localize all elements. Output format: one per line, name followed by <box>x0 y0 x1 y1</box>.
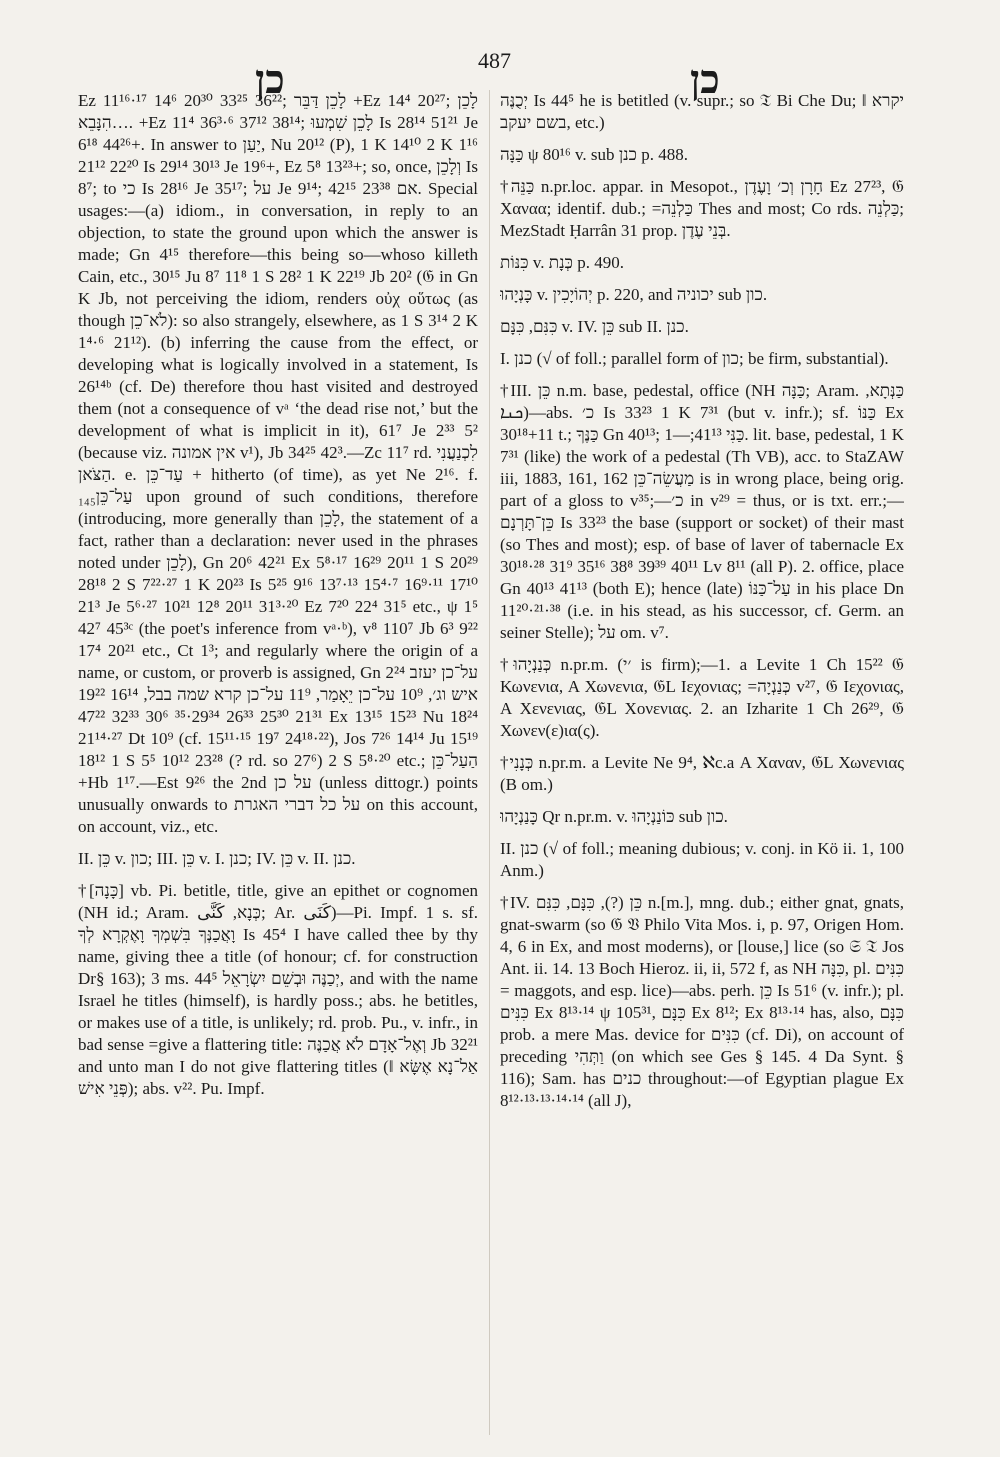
entry-paragraph: כַּנָּה ψ 80¹⁶ v. sub כנן p. 488. <box>500 145 688 164</box>
entry-paragraph: כִּנִּם, כִּנָּם v. IV. כֵּן sub II. כנן. <box>500 317 689 336</box>
entry-paragraph: †כְּנַנְיָהוּ n.pr.m. (׳י is firm);—1. a Levite 1 Ch 15²² 𝔊 Κωνενια, Α Χωνενια, 𝔊L Ιεχονιας; =כְּנַנְיָה v²⁷, 𝔊 Ιεχονιας, Α Χενενιας, 𝔊L Χονενιας. 2. an Izharite 1 Ch 26²⁹, 𝔊 Χωνεν(ε)ια(ς). <box>500 655 904 740</box>
entry-paragraph: II. כֵּן v. כון; III. כֵּן v. I. כנן; IV. כֵּן v. II. כנן. <box>78 849 356 868</box>
running-head-right: כן <box>690 57 720 102</box>
page-number: 487 <box>478 48 511 73</box>
entry-paragraph: †III. כֵּן n.m. base, pedestal, office (NH כַּנָּה; Aram. כַּנְּתָא, ܟܢܐ)—abs. כ׳ Is 33²³ 1 K 7³¹ (but v. infr.); sf. כַּנּוֹ Ex 30¹⁸+11 t.; כַּנֶּךָ Gn 40¹³; כַּנִּי 41¹³;—1. lit. base, pedestal, 1 K 7³¹ (like) the work of a pedestal (Th VB), acc. to StaZAW iii, 1883, 161, 162 מַעֲשֵׂה־כֵּן is in wrong place, being orig. part of a gloss to v³⁵;—כ׳ in v²⁹ = thus, or is txt. err.;—כֵּן־תָּרְנָם Is 33²³ the base (support or socket) of their mast (so Thes and most); esp. of base of laver of tabernacle Ex 30¹⁸·²⁸ 31⁹ 35¹⁶ 38⁸ 39³⁹ 40¹¹ Lv 8¹¹ (all P). 2. office, place Gn 40¹³ 41¹³ (both E); hence (late) עַל־כַּנּוֹ in his place Dn 11²⁰·²¹·³⁸ (i.e. in his stead, as his successor, cf. Germ. an seiner Stelle); על om. v⁷. <box>500 381 904 642</box>
entry-paragraph: †כַּנֵּה n.pr.loc. appar. in Mesopot., חָרָן וְכ׳ וָעֶדֶן Ez 27²³, 𝔊 Χαναα; identif. dub.; =כַּלְנֵה Thes and most; Co rds. כַּלְנֵה; MezStadt Ḥarrân 31 prop. בְּנֵי עֶדֶן. <box>500 177 904 240</box>
right-column <box>500 90 904 1435</box>
left-column <box>78 90 478 1435</box>
column-divider <box>489 90 490 1435</box>
entry-paragraph: כָּנַנְיָהוּ Qr n.pr.m. v. כּוֹנַנְיָהוּ sub כון. <box>500 807 728 826</box>
entry-paragraph: II. כנן (√ of foll.; meaning dubious; v. conj. in Kö ii. 1, 100 Anm.) <box>500 839 904 880</box>
entry-paragraph: כָּנְיָהוּ v. יְהוֹיָכִין p. 220, and יכוניה sub כון. <box>500 285 768 304</box>
running-head-left: כן <box>255 57 285 102</box>
entry-paragraph: כִּנּוֹת v. כְּנָת p. 490. <box>500 253 624 272</box>
entry-paragraph: יְכֻנֶּה Is 44⁵ he is betitled (v. supr.; so 𝔗 Bi Che Du; ‖ יקרא בשם יעקב, etc.) <box>500 91 904 132</box>
entry-paragraph: †IV. כֵּן (?), כִּנָּם, כִּנִּם n.[m.], mng. dub.; either gnat, gnats, gnat-swarm (so 𝔊 𝔙 Philo Vita Mos. i, p. 97, Origen Hom. 4, 6 in Ex, and most moderns), or [louse,] lice (so 𝔖 𝔗 Jos Ant. ii. 14. 13 Boch Hieroz. ii, ii, 572 f, as NH כִּנָּה, pl. כִּנִּים = maggots, and esp. lice)—abs. perh. כֵּן Is 51⁶ (v. infr.); pl. כִּנִּים Ex 8¹³·¹⁴ ψ 105³¹, כִּנָּם Ex 8¹²; Ex 8¹³·¹⁴ has, also, כִּנָּם prob. a mere Mas. device for כִּנִּים (cf. Di), on account of preceding וַתְּהִי (on which see Ges § 145. 4 Da Synt. § 116); Sam. has כנים throughout:—of Egyptian plague Ex 8¹²·¹³·¹³·¹⁴·¹⁴ (all J), <box>500 893 904 1110</box>
entry-paragraph: †כְּנָנִי n.pr.m. a Levite Ne 9⁴, ℵc.a Α Χαναν, 𝔊L Χωνενιας (B om.) <box>500 753 904 794</box>
entry-paragraph: Ez 11¹⁶·¹⁷ 14⁶ 20³⁰ 33²⁵ 36²²; לָכֵן דַּבֵּר +Ez 14⁴ 20²⁷; לָכֵן הִנָּבֵא…. +Ez 11⁴ 36³·⁶ 37¹² 38¹⁴; לָכֵן שִׁמְעוּ Is 28¹⁴ 51²¹ Je 6¹⁸ 44²⁶+. In answer to יַעַן, Nu 20¹² (P), 1 K 14¹⁰ 2 K 1¹⁶ 21¹² 22²⁰ Is 29¹⁴ 30¹³ Je 19⁶+, Ez 5⁸ 13²³+; so, once, וְלָכֵן Is 8⁷; to כי Is 28¹⁶ Je 35¹⁷; על Je 9¹⁴; אם 23³⁸ 42¹⁵. Special usages:—(a) idiom., in conversation, in reply to an objection, to state the ground upon which the answer is made; Gn 4¹⁵ therefore—this being so—whoso killeth Cain, etc., 30¹⁵ Ju 8⁷ 11⁸ 1 S 28² 1 K 22¹⁹ Jb 20² (𝔊 in Gn K Jb, not perceiving the idiom, renders οὐχ οὕτως (as though לֹא־כֵן): so also strangely, elsewhere, as 1 S 3¹⁴ 2 K 1⁴·⁶ 21¹²). (b) inferring the cause from the effect, or developing what is logically involved in a statement, Is 26¹⁴ᵇ (cf. De) therefore thou hast visited and destroyed them (not a consequence of vᵃ ‘the dead rise not,’ but the development of what is implicit in it), 61⁷ Je 2³³ 5² (because viz. אין אמונה v¹), Jb 34²⁵ 42³.—Zc 11⁷ rd. לִכְנַעֲנִי הַצֹּאן. e. עַד־כֵּן + hitherto (of time), as yet Ne 2¹⁶. f. עַל־כֵּן₁₄₅ upon ground of such conditions, therefore (introducing, more generally than לָכֵן, the statement of a fact, rather than a declaration: never used in the phrases noted under לָכֵן), Gn 20⁶ 42²¹ Ex 5⁸·¹⁷ 16²⁹ 20¹¹ 1 S 20²⁹ 28¹⁸ 2 S 7²²·²⁷ 1 K 20²³ Is 5²⁵ 9¹⁶ 13⁷·¹³ 15⁴·⁷ 16⁹·¹¹ 17¹⁰ 21³ Je 5⁶·²⁷ 10²¹ 12⁸ 20¹¹ 31³·²⁰ Ez 7²⁰ 22⁴ 31⁵ etc., ψ 1⁵ 42⁷ 45³ᶜ (the poet's inference from vᵃ·ᵇ), v⁸ 110⁷ Jb 6³ 9²² 17⁴ 20²¹ etc., Ct 1³; and regularly where the origin of a name, or custom, or proverb is assigned, Gn 2²⁴ על־כן יעזב איש וג׳, 10⁹ על־כן יֵאָמַר, 11⁹ על־כן קרא שמה בבל, 16¹⁴ 19²² 21³¹ 25³⁰ 26³³ 29³⁴·³⁵ 30⁶ 32³³ 47²² Ex 13¹⁵ 15²³ Nu 18²⁴ 21¹⁴·²⁷ Dt 10⁹ (cf. 15¹¹·¹⁵ 19⁷ 24¹⁸·²²), Jos 7²⁶ 14¹⁴ Ju 15¹⁹ 18¹² 1 S 5⁵ 10¹² 23²⁸ (? rd. so 27⁶) 2 S 5⁸·²⁰ etc.; הַעַל־כֵּן +Hb 1¹⁷.—Est 9²⁶ the 2nd על כן (unless dittogr.) points unusually onwards to על כל דברי האגרת on this account, on account, viz., etc. <box>78 91 478 836</box>
entry-paragraph: †[כָּנָה] vb. Pi. betitle, title, give an epithet or cognomen (NH id.; Aram. כְּנָא, كَنَّى; Ar. كَنَى)—Pi. Impf. 1 s. sf. וָאֲכַנְּךָ בִּשְׁמְךָ וָאֶקְרָא לְךָ Is 45⁴ I have called thee by thy name, giving thee a title (of honour; cf. for construction Dr§ 163); 3 ms. יְכַנֶּה וּבְשֵׁם יִשְׂרָאֵל 44⁵, and with the name Israel he titles (himself), is hardly poss.; abs. he betitles, or makes use of a title, is unlikely; rd. prob. Pu., v. infr., in bad sense =give a flattering title: וְאֶל־אָדָם לֹא אֲכַנֶּה Jb 32²¹ and unto man I do not give flattering titles (‖ אַל־נָא אֶשָּׂא פְּנֵי אִישׁ); abs. v²². Pu. Impf. <box>78 881 478 1098</box>
entry-paragraph: I. כנן (√ of foll.; parallel form of כון; be firm, substantial). <box>500 349 889 368</box>
